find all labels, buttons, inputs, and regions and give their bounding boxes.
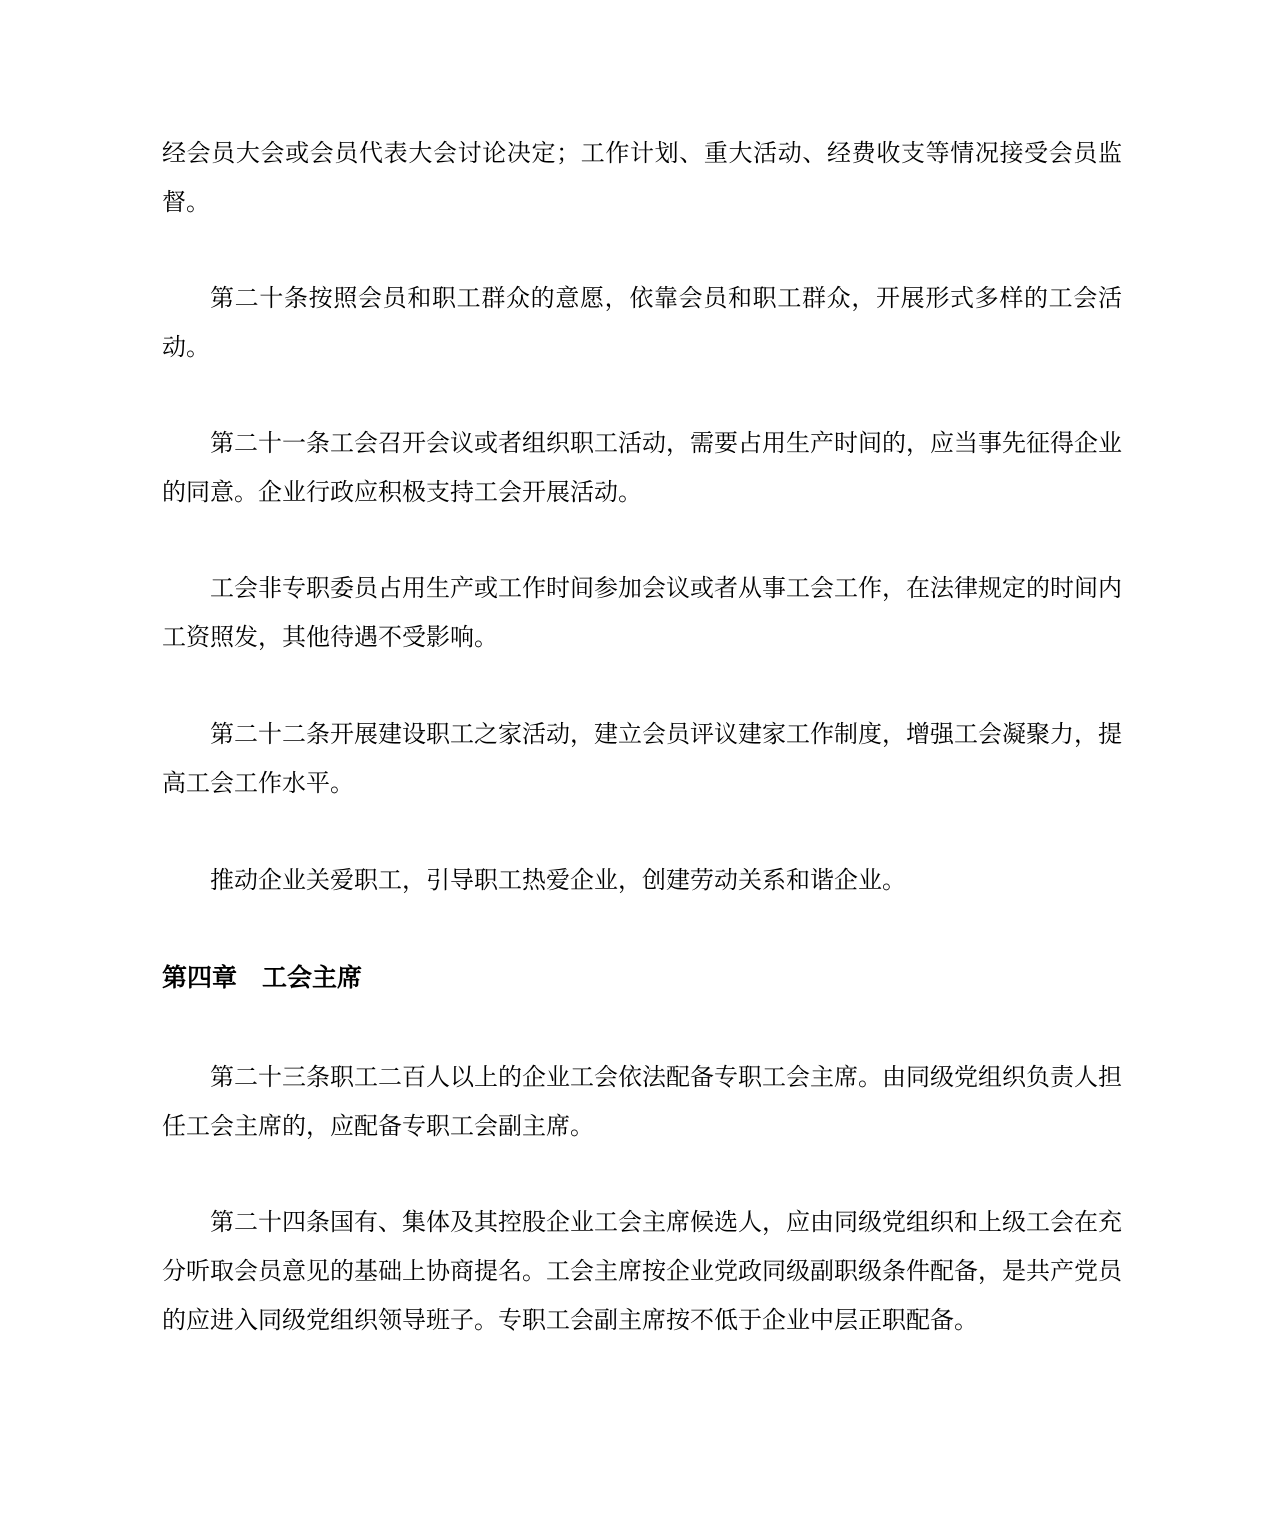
paragraph-article-22-part-2: 推动企业关爱职工，引导职工热爱企业，创建劳动关系和谐企业。 bbox=[210, 866, 906, 894]
paragraph-article-23: 第二十三条职工二百人以上的企业工会依法配备专职工会主席。由同级党组织负责人担任工会主席的，应配备专职工会副主席。 bbox=[162, 1063, 1122, 1140]
paragraph-article-24: 第二十四条国有、集体及其控股企业工会主席候选人，应由同级党组织和上级工会在充分听取会员意见的基础上协商提名。工会主席按企业党政同级副职级条件配备，是共产党员的应进入同级党组织领导班子。专职工会副主席按不低于企业中层正职配备。 bbox=[162, 1208, 1122, 1334]
chapter-heading: 第四章 工会主席 bbox=[162, 963, 363, 992]
paragraph-article-20: 第二十条按照会员和职工群众的意愿，依靠会员和职工群众，开展形式多样的工会活动。 bbox=[162, 284, 1122, 361]
paragraph-continuation: 经会员大会或会员代表大会讨论决定；工作计划、重大活动、经费收支等情况接受会员监督。 bbox=[162, 139, 1122, 216]
paragraph-article-21-part-2: 工会非专职委员占用生产或工作时间参加会议或者从事工会工作，在法律规定的时间内工资照发，其他待遇不受影响。 bbox=[162, 574, 1122, 651]
paragraph-article-22: 第二十二条开展建设职工之家活动，建立会员评议建家工作制度，增强工会凝聚力，提高工会工作水平。 bbox=[162, 720, 1122, 797]
paragraph-article-21: 第二十一条工会召开会议或者组织职工活动，需要占用生产时间的，应当事先征得企业的同意。企业行政应积极支持工会开展活动。 bbox=[162, 429, 1122, 506]
